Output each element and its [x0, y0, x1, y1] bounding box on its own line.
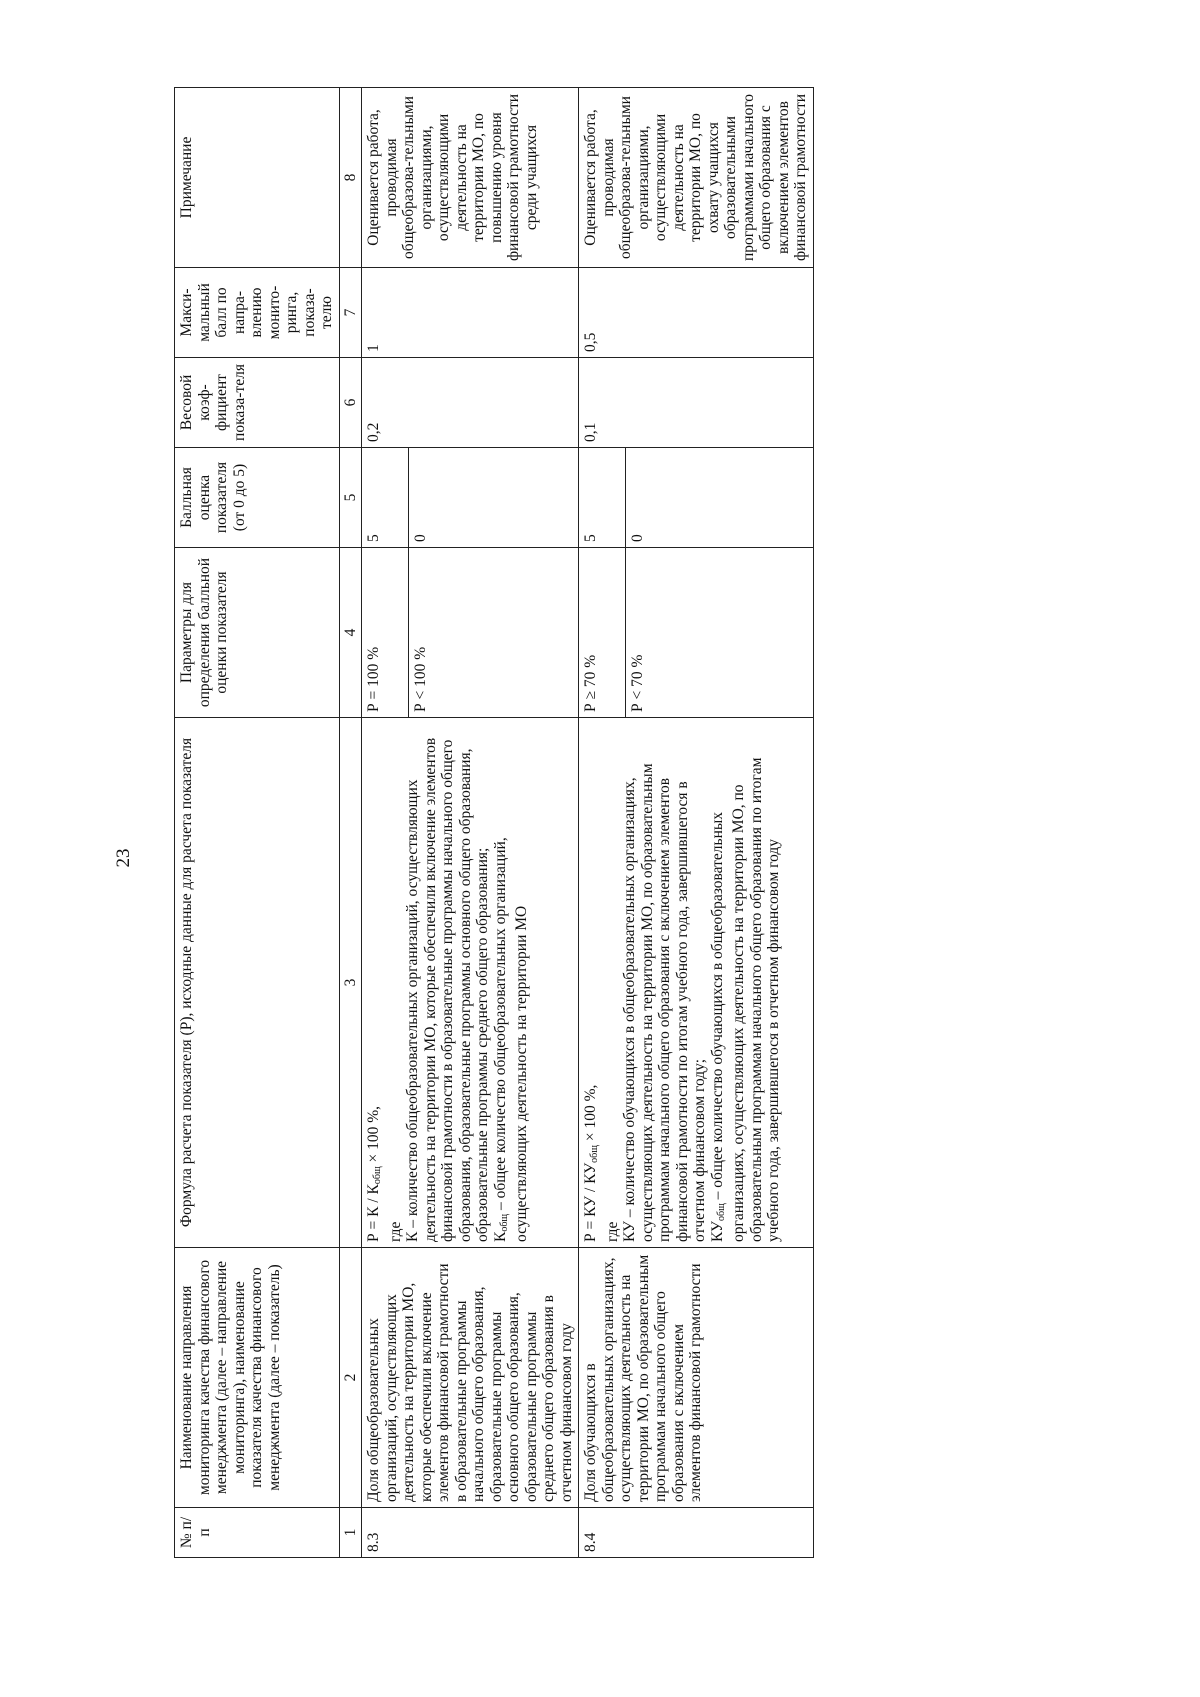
parameter: Р ≥ 70 %	[579, 548, 626, 718]
header-number: № п/п	[175, 1508, 340, 1558]
row-number: 8.3	[362, 1508, 579, 1558]
column-number: 1	[339, 1508, 362, 1558]
table-row	[579, 88, 626, 1558]
formula-definition: $КУ_{общ}$ – общее количество обучающихся в общеобразовательных организациях, осуществляющих деятельность на территории МО, по образовательным программам начального общего образования по итогам учебного года, завершившегося в отчетном финансовом году	[708, 757, 782, 1242]
header-indicator-name: Наименование направления мониторинга качества финансового менеджмента (далее – направление мониторинга), наименование показателя качества финансового менеджмента (далее – показатель)	[175, 1248, 340, 1508]
score: 5	[362, 448, 409, 548]
formula-cell	[579, 718, 814, 1248]
score: 5	[579, 448, 626, 548]
header-score: Балльная оценка показателя (от 0 до 5)	[175, 448, 340, 548]
formula-where: где	[386, 1221, 404, 1242]
formula-cell	[362, 718, 579, 1248]
formula: Р = КУ / $КУ_{общ} \times 100$ %,	[582, 1084, 600, 1242]
score: 0	[409, 448, 579, 548]
formula-definition: К – количество общеобразовательных организаций, осуществляющих деятельность на территории МО, которые обеспечили включение элементов финансовой грамотности в образовательные программы начального общего образования, образовательные программы основного общего образования, образовательные программы среднего общего образования;	[404, 737, 491, 1242]
max-score: 0,5	[579, 268, 814, 358]
parameter: Р < 100 %	[409, 548, 579, 718]
header-parameters: Параметры для определения балльной оценки показателя	[175, 548, 340, 718]
column-number: 6	[339, 358, 362, 448]
column-number-row	[339, 88, 362, 1558]
formula-definition: КУ – количество обучающихся в общеобразовательных организациях, осуществляющих деятельность на территории МО, по образовательным программам начального общего образования с включением элементов финансовой грамотности по итогам учебного года, завершившегося в отчетном финансовом году;	[621, 763, 708, 1242]
column-number: 2	[339, 1248, 362, 1508]
score: 0	[626, 448, 814, 548]
page-number: 23	[113, 848, 134, 868]
row-number: 8.4	[579, 1508, 814, 1558]
weight: 0,2	[362, 358, 579, 448]
parameter: Р = 100 %	[362, 548, 409, 718]
rotated-page-content	[174, 88, 1074, 1558]
header-max-score: Макси-мальный балл по напра-влению монито-ринга, показа-телю	[175, 268, 340, 358]
column-number: 7	[339, 268, 362, 358]
table-row	[362, 88, 409, 1558]
note: Оценивается работа, проводимая общеобразова-тельными организациями, осуществляющими деятельность на территории МО, по охвату учащихся образовательными программами начального общего образования с включением элементов финансовой грамотности	[579, 88, 814, 268]
header-formula: Формула расчета показателя (Р), исходные данные для расчета показателя	[175, 718, 340, 1248]
header-note: Примечание	[175, 88, 340, 268]
weight: 0,1	[579, 358, 814, 448]
indicator-name: Доля общеобразовательных организаций, осуществляющих деятельность на территории МО, которые обеспечили включение элементов финансовой грамотности в образовательные программы начального общего образования, образовательные программы основного общего образования, образовательные программы среднего общего образования в отчетном финансовом году	[362, 1248, 579, 1508]
header-weight: Весовой коэф-фициент показа-теля	[175, 358, 340, 448]
formula-where: где	[603, 1221, 621, 1242]
max-score: 1	[362, 268, 579, 358]
column-number: 8	[339, 88, 362, 268]
formula-definition: $К_{общ}$ – общее количество общеобразовательных организаций, осуществляющих деятельность на территории МО	[491, 837, 530, 1242]
indicator-name: Доля обучающихся в общеобразовательных организациях, осуществляющих деятельность на территории МО, по образовательным программам начального общего образования с включением элементов финансовой грамотности	[579, 1248, 814, 1508]
column-number: 5	[339, 448, 362, 548]
formula: $Р = К / К_{общ} \times 100$ %,	[365, 1105, 383, 1242]
column-number: 3	[339, 718, 362, 1248]
parameter: Р < 70 %	[626, 548, 814, 718]
table-header-row	[175, 88, 340, 1558]
note: Оценивается работа, проводимая общеобразова-тельными организациями, осуществляющими деятельность на территории МО, по повышению уровня финансовой грамотности среди учащихся	[362, 88, 579, 268]
column-number: 4	[339, 548, 362, 718]
monitoring-table	[174, 87, 814, 1558]
